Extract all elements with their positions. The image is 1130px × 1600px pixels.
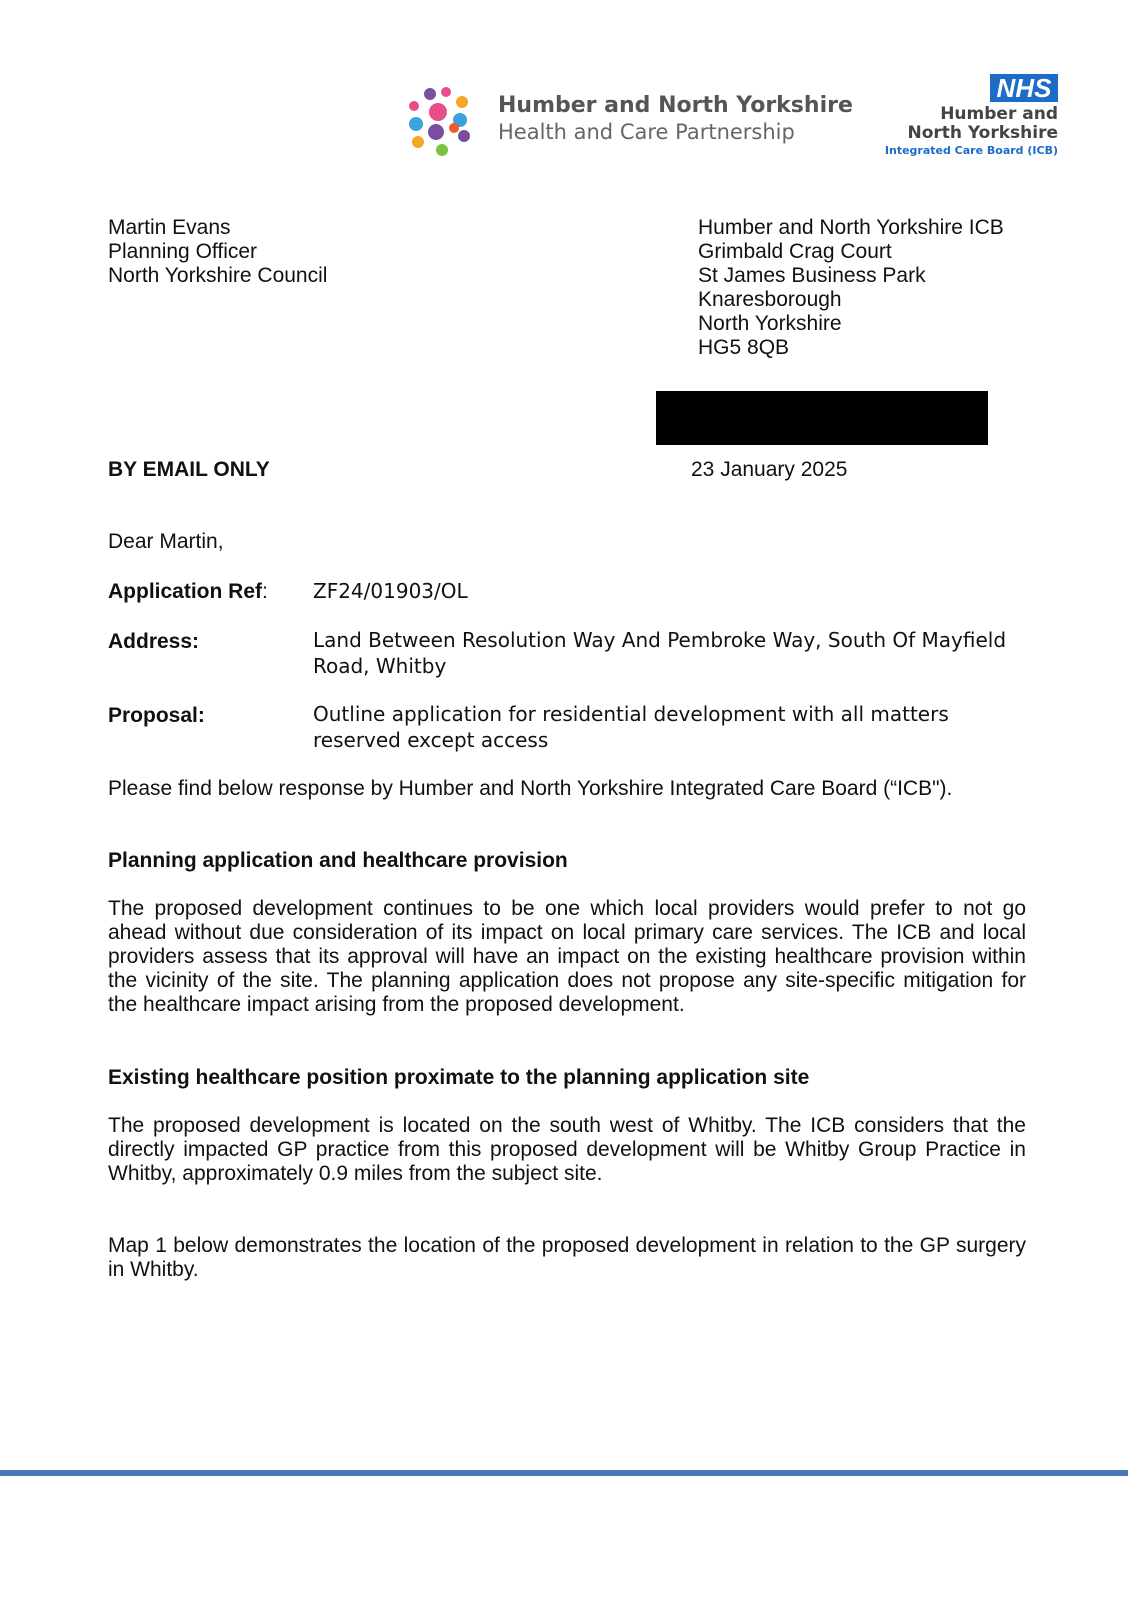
sender-line: North Yorkshire (698, 312, 842, 335)
section-body: The proposed development is located on the south west of Whitby. The ICB considers that the directly impacted GP practice from this proposed development will be Whitby Group Practice in Whitby, approximately 0.9 miles from the subject site. (108, 1114, 1026, 1185)
application-ref-value: ZF24/01903/OL (313, 579, 468, 603)
sender-line: St James Business Park (698, 264, 926, 287)
sender-address (698, 216, 1004, 360)
recipient-address (108, 216, 327, 288)
sender-line: HG5 8QB (698, 336, 790, 359)
footer-rule (0, 1470, 1128, 1476)
recipient-line: North Yorkshire Council (108, 264, 328, 287)
sender-line: Humber and North Yorkshire ICB (698, 216, 1004, 239)
sender-line: Knaresborough (698, 288, 842, 311)
address-label: Address: (108, 630, 200, 653)
sender-line: Grimbald Crag Court (698, 240, 892, 263)
proposal-value: Outline application for residential development with all matters reserved except access (313, 702, 949, 752)
icb-name-line1: Humber and (940, 104, 1058, 124)
section-heading: Existing healthcare position proximate to the planning application site (108, 1066, 810, 1089)
redaction-block (656, 391, 988, 445)
application-ref-label (108, 580, 268, 604)
partnership-name-line1: Humber and North Yorkshire (498, 93, 853, 118)
nhs-logo: NHS (990, 74, 1058, 102)
icb-name-line3: Integrated Care Board (ICB) (884, 144, 1058, 157)
section-heading: Planning application and healthcare provision (108, 849, 568, 872)
map-note: Map 1 below demonstrates the location of the proposed development in relation to the GP surgery in Whitby. (108, 1234, 1026, 1281)
recipient-line: Planning Officer (108, 240, 258, 263)
section-body: The proposed development continues to be one which local providers would prefer to not go ahead without due consideration of its impact on local primary care services. The ICB and local providers assess that its approval will have an impact on the existing healthcare provision within the vicinity of the site. The planning application does not propose any site-specific mitigation for the healthcare impact arising from the proposed development. (108, 897, 1026, 1016)
address-value: Land Between Resolution Way And Pembroke Way, South Of Mayfield Road, Whitby (313, 628, 1007, 678)
people-cluster-icon (402, 84, 482, 160)
application-ref-colon: : (262, 580, 268, 603)
partnership-logo (402, 84, 482, 160)
delivery-method: BY EMAIL ONLY (108, 458, 270, 481)
intro-text: Please find below response by Humber and North Yorkshire Integrated Care Board (“ICB"). (108, 777, 953, 800)
letter-date: 23 January 2025 (691, 458, 848, 481)
partnership-name-line2: Health and Care Partnership (498, 120, 795, 144)
application-ref-label-text: Application Ref (108, 580, 263, 603)
proposal-label: Proposal: (108, 704, 205, 727)
salutation: Dear Martin, (108, 530, 224, 553)
icb-name-line2: North Yorkshire (907, 123, 1058, 143)
recipient-line: Martin Evans (108, 216, 231, 239)
